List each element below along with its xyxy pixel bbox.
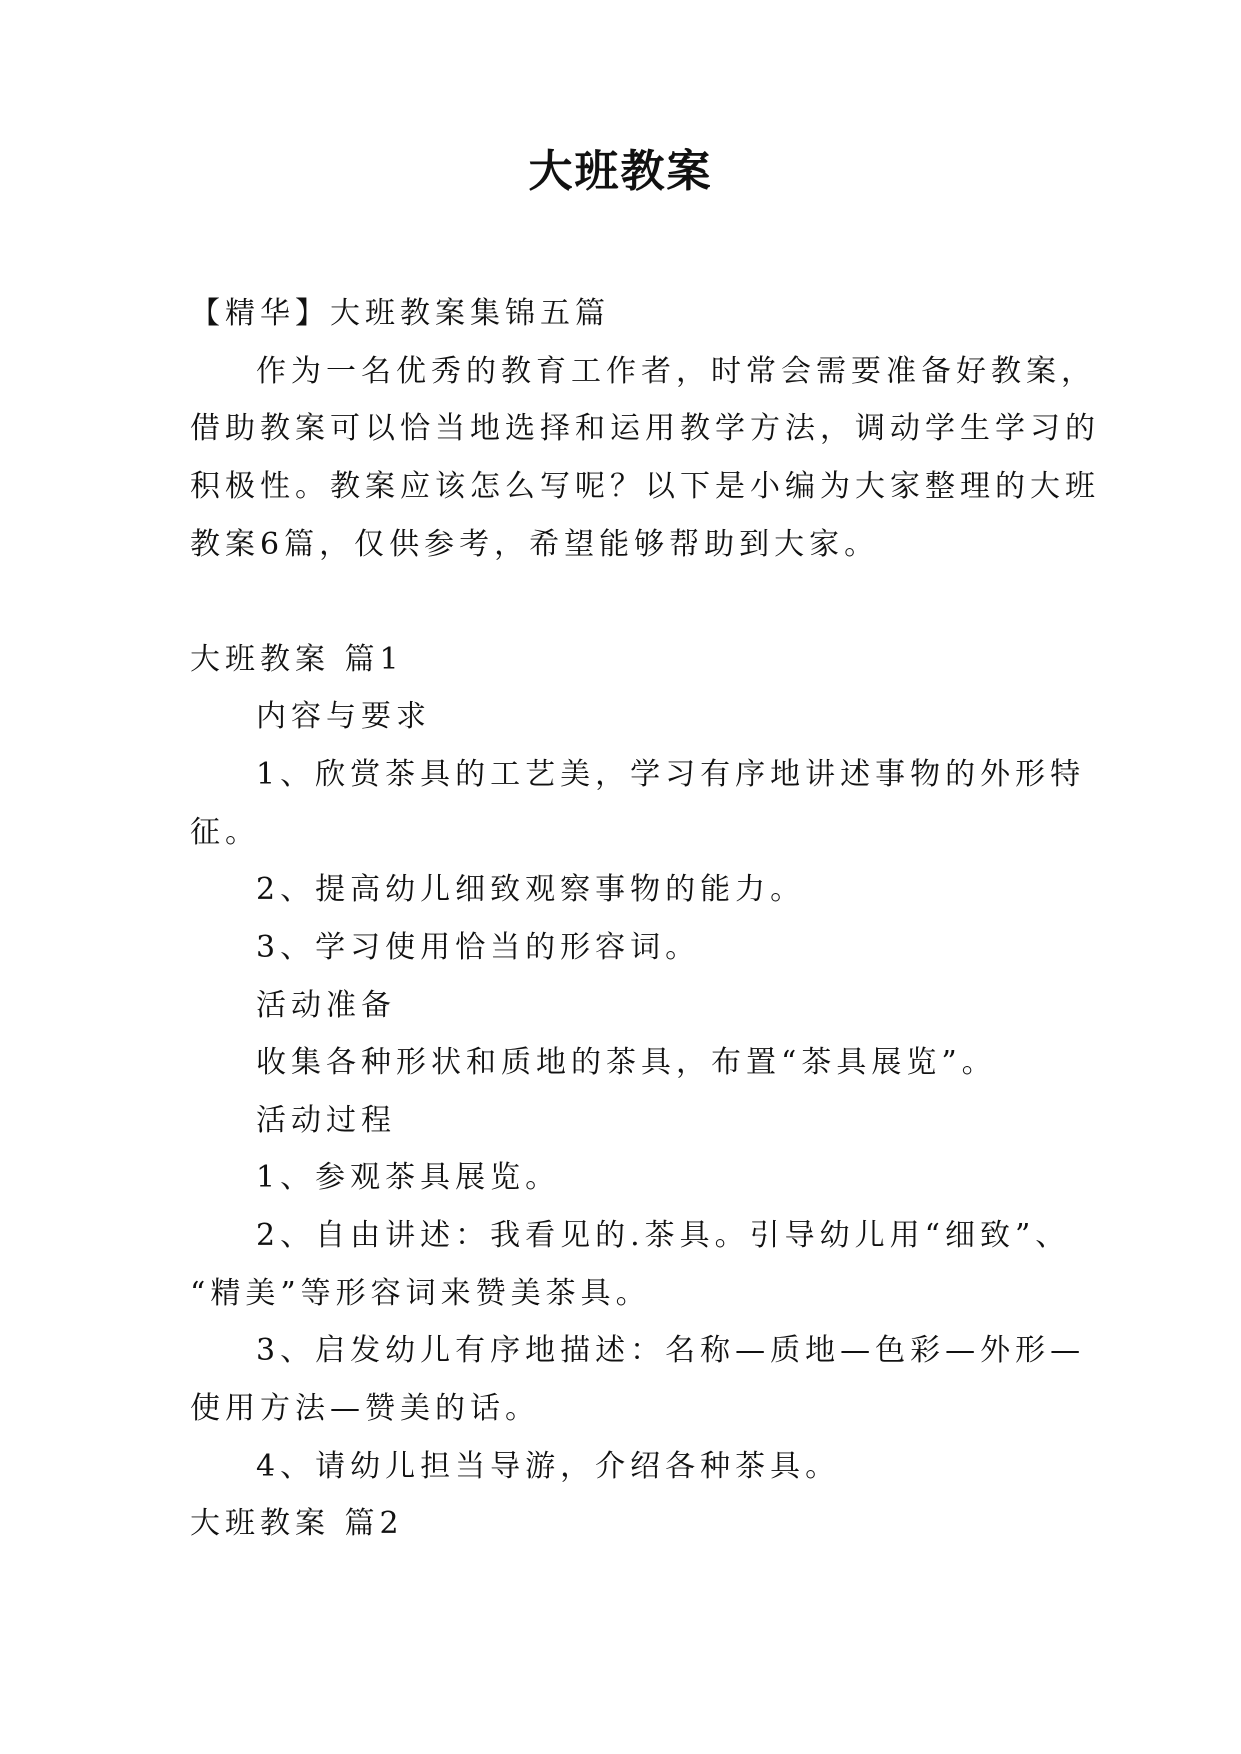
intro-paragraph-line: 作为一名优秀的教育工作者，时常会需要准备好教案， [256, 354, 1096, 389]
process-step-continuation: 使用方法—赞美的话。 [190, 1391, 540, 1426]
page-title: 大班教案 [528, 146, 713, 197]
section-heading: 大班教案 篇2 [190, 1506, 404, 1541]
prep-heading: 活动准备 [256, 988, 396, 1023]
intro-paragraph-line: 积极性。教案应该怎么写呢？以下是小编为大家整理的大班 [190, 469, 1100, 504]
process-step-continuation: “精美”等形容词来赞美茶具。 [190, 1276, 651, 1311]
prep-text: 收集各种形状和质地的茶具，布置“茶具展览”。 [256, 1045, 997, 1080]
process-step: 2、自由讲述：我看见的.茶具。引导幼儿用“细致”、 [256, 1218, 1071, 1253]
requirement-item: 1、欣赏茶具的工艺美，学习有序地讲述事物的外形特 [256, 757, 1086, 792]
content-heading: 内容与要求 [256, 699, 431, 734]
process-step: 1、参观茶具展览。 [256, 1160, 561, 1195]
section-heading: 大班教案 篇1 [190, 642, 404, 677]
process-step: 4、请幼儿担当导游，介绍各种茶具。 [256, 1449, 841, 1484]
requirement-item: 2、提高幼儿细致观察事物的能力。 [256, 872, 806, 907]
process-step: 3、启发幼儿有序地描述：名称—质地—色彩—外形— [256, 1333, 1086, 1368]
intro-paragraph-line: 教案6篇，仅供参考，希望能够帮助到大家。 [190, 527, 880, 562]
requirement-item-continuation: 征。 [190, 815, 260, 850]
intro-heading: 【精华】大班教案集锦五篇 [190, 296, 610, 331]
intro-paragraph-line: 借助教案可以恰当地选择和运用教学方法，调动学生学习的 [190, 411, 1100, 446]
process-heading: 活动过程 [256, 1103, 396, 1138]
requirement-item: 3、学习使用恰当的形容词。 [256, 930, 701, 965]
